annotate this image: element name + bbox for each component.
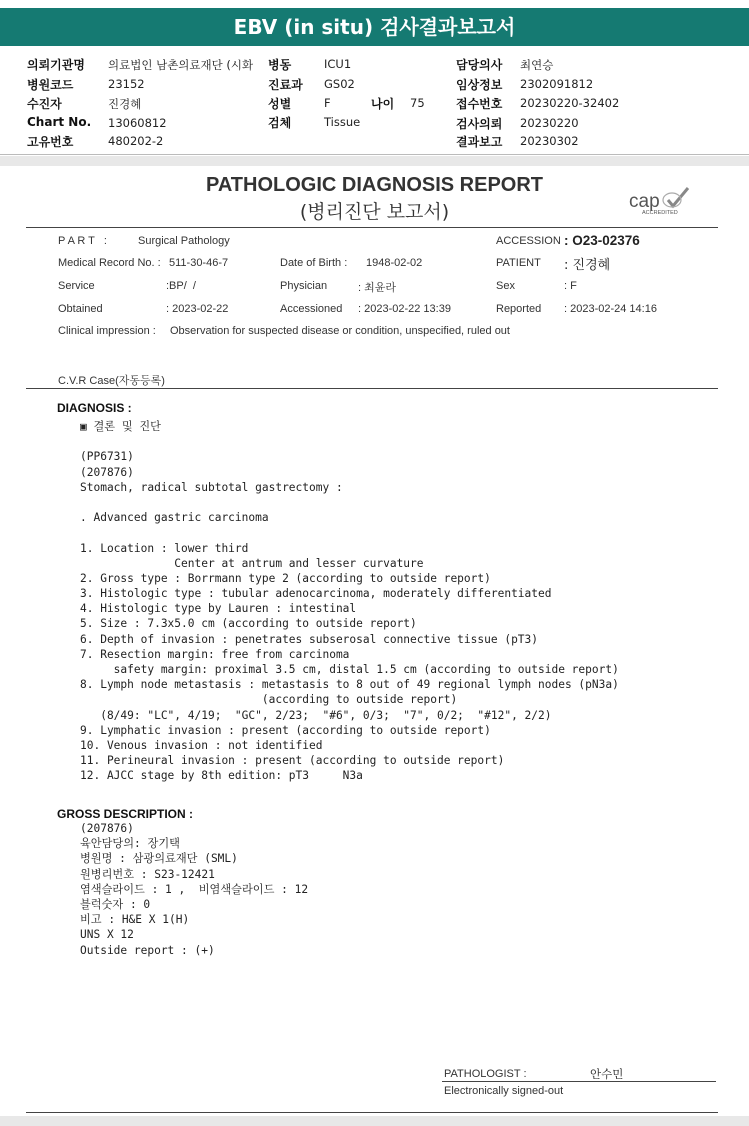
report-line: (207876) — [80, 822, 134, 835]
result-value: 20230302 — [520, 134, 579, 148]
doctor-label: 담당의사 — [456, 58, 503, 72]
diagnosis-heading: DIAGNOSIS : — [57, 401, 132, 415]
doctor-value: 최연승 — [520, 58, 554, 72]
sex-info-label: Sex — [496, 280, 515, 292]
service-label: Service — [58, 280, 95, 292]
specimen-label: 검체 — [268, 116, 292, 130]
footer-band — [0, 1116, 749, 1126]
diagnosis-body — [80, 419, 619, 784]
physician-label: Physician — [280, 280, 328, 292]
chart-value: 13060812 — [108, 116, 167, 130]
obtained-label: Obtained — [58, 303, 103, 315]
cvr-case: C.V.R Case(자동등록) — [58, 375, 165, 387]
report-line: 4. Histologic type by Lauren : intestinal — [80, 602, 357, 616]
inst-value: 의료법인 남촌의료재단 (시화 — [108, 58, 254, 72]
gross-body — [80, 821, 308, 958]
report-line: (PP6731) — [80, 450, 134, 464]
pathologist-name: 안수민 — [590, 1067, 624, 1081]
chart-label: Chart No. — [27, 115, 92, 129]
clinical-label: 임상정보 — [456, 78, 503, 92]
impression-value: Observation for suspected disease or condition, unspecified, ruled out — [170, 325, 510, 337]
report-line: Stomach, radical subtotal gastrectomy : — [80, 480, 343, 494]
unique-label: 고유번호 — [27, 135, 74, 149]
dob-label: Date of Birth : — [280, 257, 348, 269]
request-value: 20230220 — [520, 116, 579, 130]
patient-info-value: : 진경혜 — [564, 258, 611, 273]
inst-label: 의뢰기관명 — [27, 58, 85, 72]
report-line: 육안담당의: 장기택 — [80, 837, 180, 851]
part-label: P A R T : — [58, 235, 107, 247]
report-line: . Advanced gastric carcinoma — [80, 511, 269, 525]
report-line: 11. Perineural invasion : present (according to outside report) — [80, 754, 505, 768]
reported-value: : 2023-02-24 14:16 — [564, 303, 657, 315]
report-line: 9. Lymphatic invasion : present (according to outside report) — [80, 723, 491, 737]
report-line: ▣ 결론 및 진단 — [80, 420, 161, 433]
report-line — [80, 525, 619, 540]
report-line: (according to outside report) — [80, 693, 458, 707]
header-divider — [0, 154, 749, 155]
pathologist-label: PATHOLOGIST : — [444, 1068, 527, 1080]
mrn-label: Medical Record No. : — [58, 257, 161, 269]
impression-label: Clinical impression : — [58, 325, 156, 337]
hospcode-label: 병원코드 — [27, 78, 74, 92]
signature-line — [442, 1081, 716, 1082]
result-label: 결과보고 — [456, 135, 503, 149]
report-line: 7. Resection margin: free from carcinoma — [80, 647, 350, 661]
report-line: UNS X 12 — [80, 928, 134, 942]
report-title: PATHOLOGIC DIAGNOSIS REPORT — [205, 174, 544, 196]
accession-value: : O23-02376 — [564, 233, 640, 248]
age-label: 나이 — [371, 97, 395, 111]
header-band — [0, 156, 749, 166]
report-line — [80, 434, 619, 449]
physician-value: : 최윤라 — [358, 282, 396, 294]
obtained-value: : 2023-02-22 — [166, 303, 229, 315]
hospcode-value: 23152 — [108, 77, 145, 91]
dob-value: 1948-02-02 — [366, 257, 423, 269]
report-line: 블럭숫자 : 0 — [80, 897, 151, 911]
report-subtitle: (병리진단 보고서) — [299, 201, 450, 223]
sex-value: F — [324, 96, 331, 110]
patient-info-label: PATIENT — [496, 257, 541, 269]
report-line: (207876) — [80, 465, 134, 479]
ward-label: 병동 — [268, 58, 292, 72]
report-line: 6. Depth of invasion : penetrates subserosal connective tissue (pT3) — [80, 632, 539, 646]
part-value: Surgical Pathology — [138, 235, 230, 247]
clinical-value: 2302091812 — [520, 77, 594, 91]
mrn-value: 511-30-46-7 — [169, 257, 229, 269]
receipt-label: 접수번호 — [456, 97, 503, 111]
report-line: 5. Size : 7.3x5.0 cm (according to outside report) — [80, 617, 417, 631]
accessioned-label: Accessioned — [280, 303, 343, 315]
title-divider — [26, 227, 718, 228]
request-label: 검사의뢰 — [456, 117, 503, 131]
sex-info-value: : F — [564, 280, 577, 292]
accession-label: ACCESSION — [496, 235, 561, 247]
report-line: 원병리번호 : S23-12421 — [80, 867, 215, 881]
svg-text:ACCREDITED: ACCREDITED — [642, 210, 678, 216]
report-line: Center at antrum and lesser curvature — [80, 556, 424, 570]
gross-heading: GROSS DESCRIPTION : — [57, 807, 194, 821]
patient-label: 수진자 — [27, 97, 62, 111]
age-value: 75 — [410, 96, 425, 110]
signed-out-text: Electronically signed-out — [444, 1085, 564, 1097]
page-title: EBV (in situ) 검사결과보고서 — [233, 15, 516, 39]
patient-value: 진경혜 — [108, 97, 142, 111]
report-line: (8/49: "LC", 4/19; "GC", 2/23; "#6", 0/3; "7", 0/2; "#12", 2/2) — [80, 708, 552, 722]
cap-accredited-logo — [628, 186, 692, 216]
receipt-value: 20230220-32402 — [520, 96, 620, 110]
report-line: safety margin: proximal 3.5 cm, distal 1.5 cm (according to outside report) — [80, 663, 619, 676]
reported-label: Reported — [496, 303, 542, 315]
report-line: 12. AJCC stage by 8th edition: pT3 N3a — [80, 769, 363, 783]
service-value: :BP/ / — [166, 280, 196, 292]
svg-text:cap: cap — [629, 191, 660, 212]
report-line: 8. Lymph node metastasis : metastasis to 8 out of 49 regional lymph nodes (pN3a) — [80, 678, 619, 692]
report-line: 병원명 : 삼광의료재단 (SML) — [80, 852, 238, 866]
report-line — [80, 495, 619, 510]
report-line: 2. Gross type : Borrmann type 2 (according to outside report) — [80, 571, 491, 585]
dept-label: 진료과 — [268, 78, 303, 92]
info-divider — [26, 388, 718, 389]
dept-value: GS02 — [324, 77, 355, 91]
sex-label: 성별 — [268, 97, 292, 111]
accessioned-value: : 2023-02-22 13:39 — [358, 303, 451, 315]
unique-value: 480202-2 — [108, 134, 164, 148]
footer-divider — [26, 1112, 718, 1113]
report-line: Outside report : (+) — [80, 943, 215, 957]
report-line: 염색슬라이드 : 1 , 비염색슬라이드 : 12 — [80, 882, 309, 896]
report-line: 3. Histologic type : tubular adenocarcinoma, moderately differentiated — [80, 587, 552, 601]
report-line: 10. Venous invasion : not identified — [80, 738, 323, 752]
ward-value: ICU1 — [324, 57, 352, 71]
specimen-value: Tissue — [324, 115, 361, 129]
report-line: 1. Location : lower third — [80, 541, 249, 555]
report-line: 비고 : H&E X 1(H) — [80, 913, 190, 927]
